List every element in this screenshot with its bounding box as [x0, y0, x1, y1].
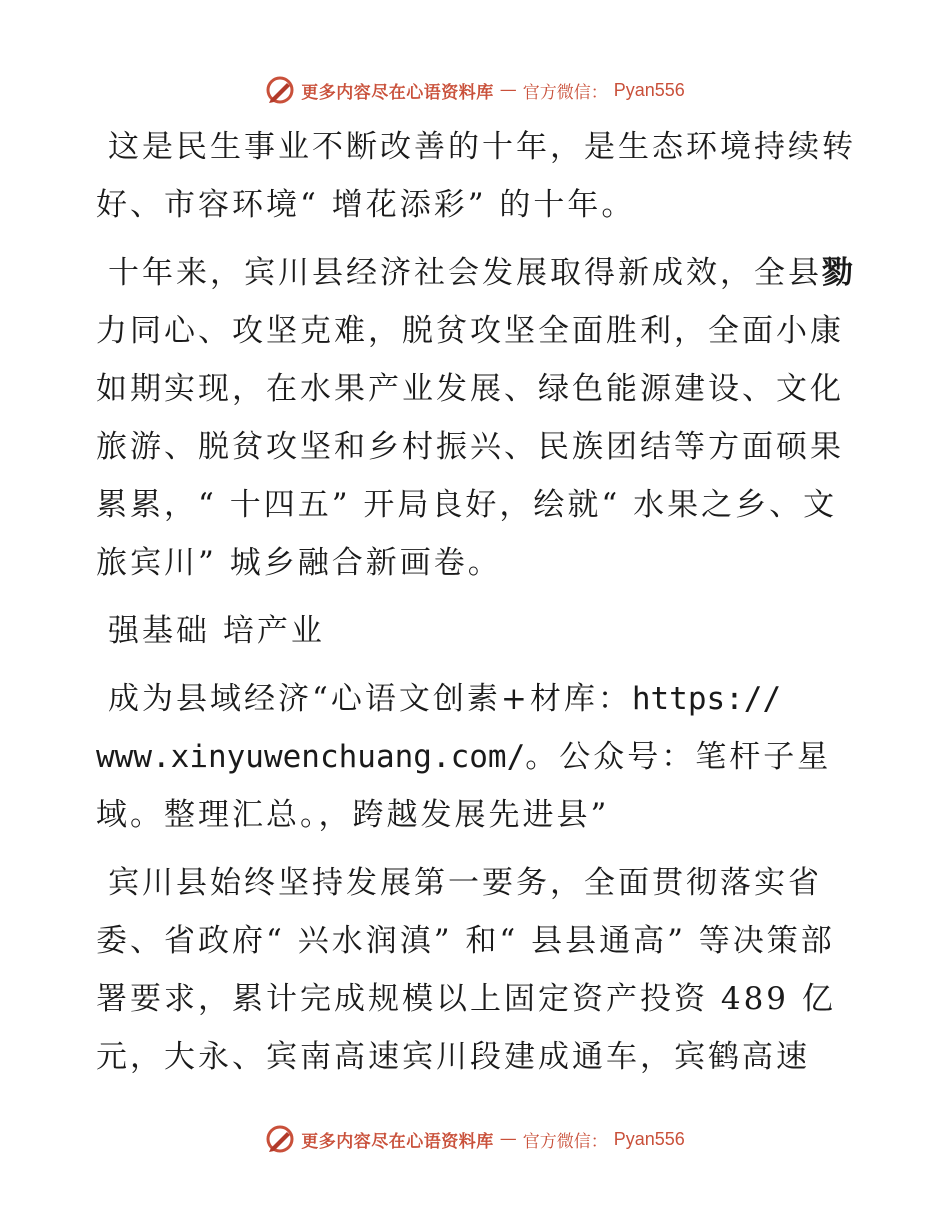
pen-logo-icon — [265, 1124, 295, 1154]
paragraph-3-url-part2: www.xinyuwenchuang.com/ — [96, 739, 526, 775]
footer-site-name: 更多内容尽在心语资料库 — [301, 1131, 494, 1152]
paragraph-3 — [96, 670, 856, 844]
paragraph-4: 宾川县始终坚持发展第一要务，全面贯彻落实省委、省政府“ 兴水润滇” 和“ 县县通高” 等决策部署要求，累计完成规模以上固定资产投资 489 亿元，大永、宾南高速宾川段建成通车，宾鹤高速 — [96, 865, 836, 1075]
footer-dash: — — [499, 1129, 517, 1149]
paragraph-3-end: 。公众号：笔杆子星域。整理汇总。，跨越发展先进县” — [96, 739, 832, 833]
paragraph-2 — [96, 244, 856, 592]
header-wechat-id: Pyan556 — [613, 79, 685, 100]
footer-wechat-label: 官方微信： — [522, 1131, 608, 1152]
footer-wechat-id: Pyan556 — [613, 1128, 685, 1149]
paragraph-2-rest: 力同心、攻坚克难，脱贫攻坚全面胜利，全面小康如期实现，在水果产业发展、绿色能源建设、文化旅游、脱贫攻坚和乡村振兴、民族团结等方面硕果累累，“ 十四五” 开局良好，绘就“ 水果之乡、文旅宾川” 城乡融合新画卷。 — [96, 313, 844, 581]
header-wechat-label: 官方微信： — [522, 82, 608, 103]
paragraph-2-bold-char: 勠 — [822, 255, 856, 291]
header-site-name: 更多内容尽在心语资料库 — [301, 82, 494, 103]
header-dash: — — [499, 80, 517, 100]
footer-watermark — [0, 1117, 950, 1161]
paragraph-2-lead: 十年来，宾川县经济社会发展取得新成效，全县 — [108, 255, 822, 291]
header-watermark — [0, 68, 950, 112]
pen-logo-icon — [265, 75, 295, 105]
paragraph-1: 这是民生事业不断改善的十年，是生态环境持续转好、市容环境“ 增花添彩” 的十年。 — [96, 129, 856, 223]
section-heading: 强基础 培产业 — [108, 613, 325, 649]
document-body — [96, 118, 856, 1096]
paragraph-3-url-part1: https:// — [631, 681, 782, 717]
paragraph-3-start: 成为县域经济“心语文创素+材库： — [108, 681, 632, 717]
